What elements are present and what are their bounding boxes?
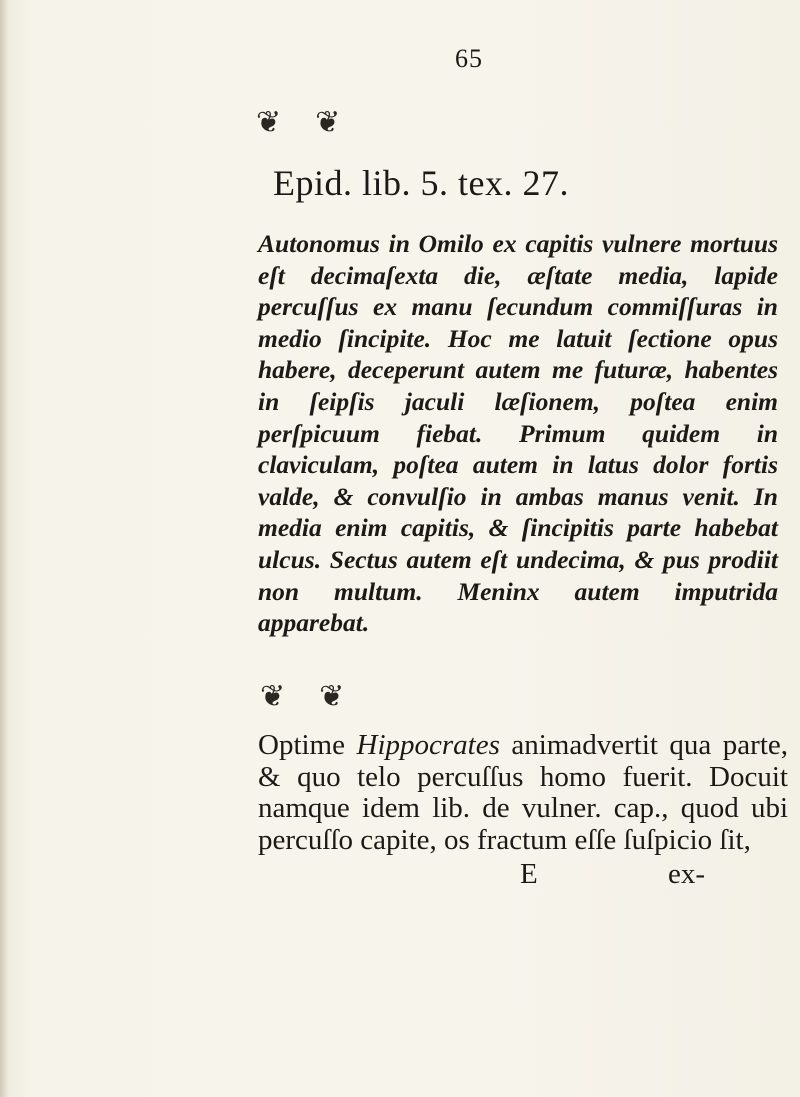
- signature-mark: E: [520, 858, 538, 890]
- section-heading: Epid. lib. 5. tex. 27.: [273, 163, 569, 203]
- quoted-passage: Autonomus in Omilo ex capitis vulnere mortuus eſt decimaſexta die, æſtate media, lapide percuſſus ex manu ſecundum commiſſuras in medio ſincipite. Hoc me latuit ſectione opus habere, deceperunt autem me futuræ, habentes in ſeipſis jaculi læſionem, poſtea enim perſpicuum fiebat. Primum quidem in claviculam, poſtea autem in latus dolor fortis valde, & convulſio in ambas manus venit. In media enim capitis, & ſincipitis parte habebat ulcus. Sectus autem eſt undecima, & pus prodiit non multum. Meninx autem imputrida apparebat.: [258, 229, 778, 638]
- top-ornament-row: [256, 108, 340, 138]
- catchword: ex-: [668, 858, 706, 890]
- commentary-author: Hippocrates: [356, 729, 500, 761]
- middle-ornament-row: [260, 682, 344, 712]
- page-number: 65: [455, 44, 483, 73]
- fleuron-icon: ❦: [319, 680, 345, 713]
- fleuron-icon: ❦: [256, 106, 282, 139]
- fleuron-icon: ❦: [315, 106, 341, 139]
- binding-shadow: [0, 0, 8, 1097]
- fleuron-icon: ❦: [260, 680, 286, 713]
- commentary-body: animadvertit qua parte, & quo telo percuſſus homo fuerit. Docuit namque idem lib. de vulner. cap., quod ubi percuſſo capite, os fractum eſſe ſuſpicio ſit,: [258, 729, 789, 856]
- commentary-lead: Optime: [258, 729, 345, 761]
- commentary-paragraph: [258, 730, 788, 856]
